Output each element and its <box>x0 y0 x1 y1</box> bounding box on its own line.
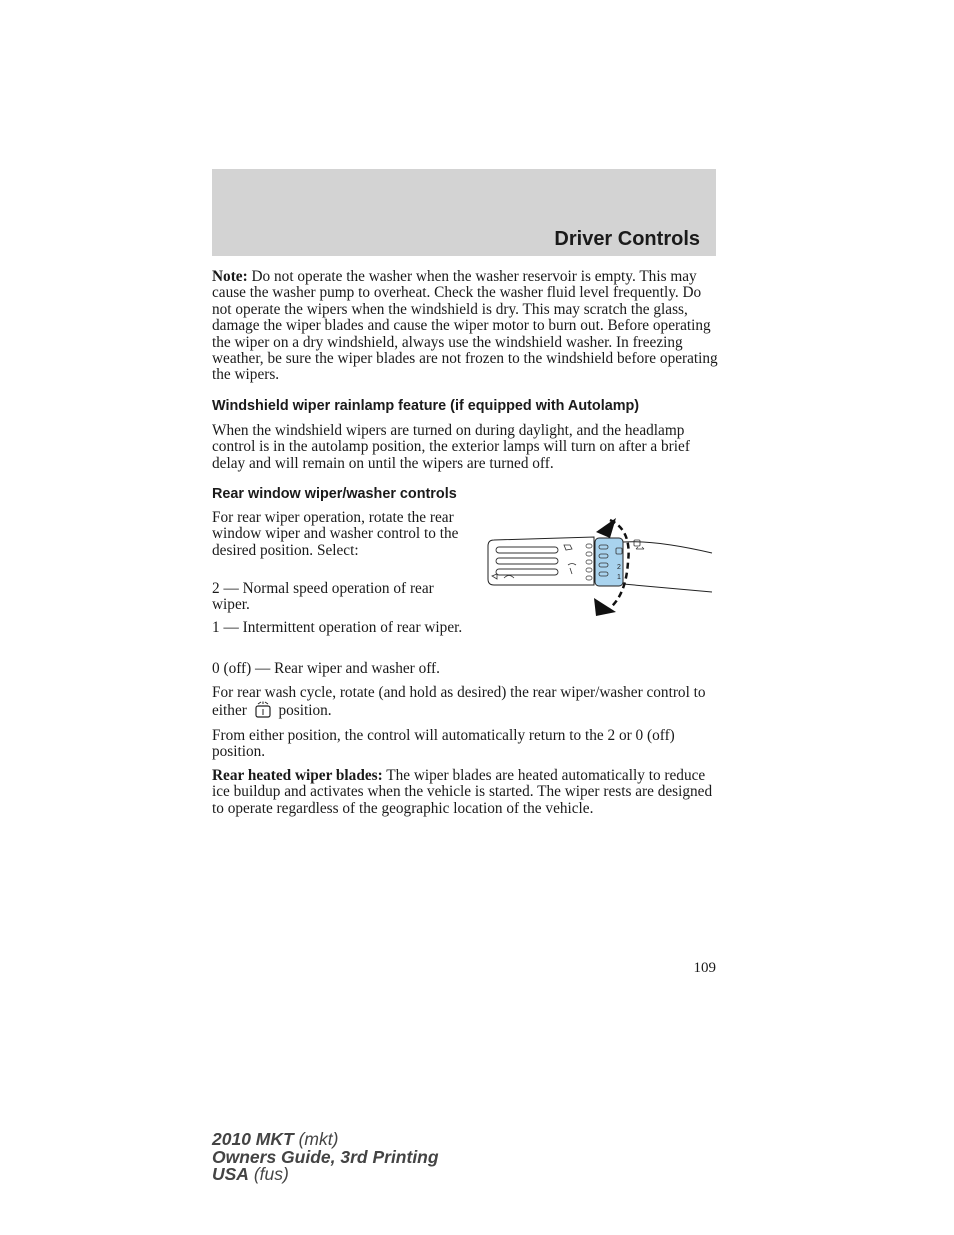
rainlamp-heading: Windshield wiper rainlamp feature (if equipped with Autolamp) <box>212 398 640 414</box>
rotate-down-arrow-icon <box>594 598 616 616</box>
position-1-label: 1 <box>617 574 621 581</box>
rear-wiper-heading: Rear window wiper/washer controls <box>212 486 457 502</box>
note-paragraph <box>212 269 718 384</box>
footer-line-3: USA (fus) <box>212 1164 289 1184</box>
rear-wiper-option-0: 0 (off) — Rear wiper and washer off. <box>212 660 440 677</box>
footer-line-2: Owners Guide, 3rd Printing <box>212 1146 439 1167</box>
heated-blades-paragraph <box>212 768 718 817</box>
heated-blades-text: The wiper blades are heated automatically to reduce ice buildup and activates when the vehicle is started. The wiper rests are designed to operate regardless of the geographic location of the vehicle. <box>212 767 713 817</box>
rear-washer-icon <box>253 701 273 719</box>
heated-blades-label: Rear heated wiper blades: <box>212 767 383 784</box>
rear-wash-text-after: position. <box>278 702 332 720</box>
rear-wiper-intro: For rear wiper operation, rotate the rear window wiper and washer control to the desired position. Select: <box>212 509 459 559</box>
position-2-label: 2 <box>617 564 621 571</box>
note-label: Note: <box>212 268 248 285</box>
rear-wash-paragraph <box>212 685 718 720</box>
auto-return-paragraph: From either position, the control will automatically return to the 2 or 0 (off) position. <box>212 727 675 761</box>
rotate-up-arrow-icon <box>596 518 616 538</box>
rainlamp-paragraph: When the windshield wipers are turned on during daylight, and the headlamp control is in the autolamp position, the exterior lamps will turn on after a brief delay and will remain on until the wipers are turned off. <box>212 422 690 472</box>
rear-wiper-option-2: 2 — Normal speed operation of rear wiper. <box>212 580 434 614</box>
section-header-band <box>212 169 716 256</box>
rear-wash-text-before: For rear wash cycle, rotate (and hold as desired) the rear wiper/washer control to either <box>212 684 706 720</box>
rear-wiper-option-1: 1 — Intermittent operation of rear wiper. <box>212 619 463 636</box>
rear-wiper-control-illustration <box>486 512 716 616</box>
section-title: Driver Controls <box>554 228 700 250</box>
note-text: Do not operate the washer when the washer reservoir is empty. This may cause the washer pump to overheat. Check the washer fluid level frequently. Do not operate the wipers when the windshield is dry. This may scratch the glass, damage the wiper blades and cause the wiper motor to burn out. Before operating the wiper on a dry windshield, always use the windshield washer. In freezing weather, be sure the wiper blades are not frozen to the windshield before operating the wipers. <box>212 268 718 384</box>
footer-line-1: 2010 MKT (mkt) <box>212 1129 339 1149</box>
footer <box>212 1131 439 1184</box>
page-number: 109 <box>693 960 716 976</box>
